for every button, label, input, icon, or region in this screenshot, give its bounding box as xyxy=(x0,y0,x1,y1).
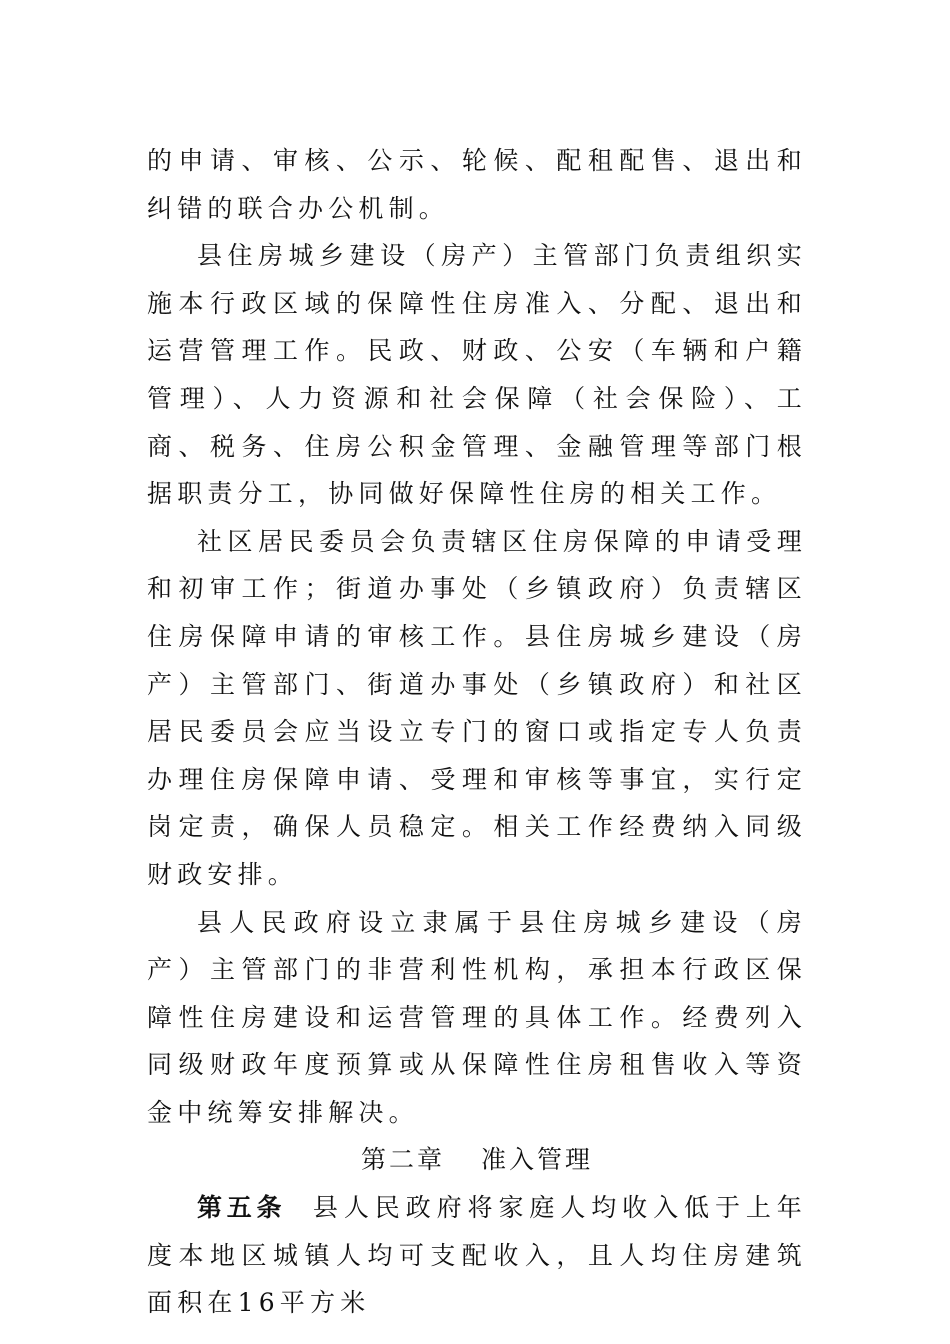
article-text: 县人民政府将家庭人均收入低于上年度本地区城镇人均可支配收入，且人均住房建筑面积在16平方米 xyxy=(147,1193,807,1318)
paragraph-community-committee: 社区居民委员会负责辖区住房保障的申请受理和初审工作；街道办事处（乡镇政府）负责辖区住房保障申请的审核工作。县住房城乡建设（房产）主管部门、街道办事处（乡镇政府）和社区居民委员会应当设立专门的窗口或指定专人负责办理住房保障申请、受理和审核等事宜，实行定岗定责，确保人员稳定。相关工作经费纳入同级财政安排。 xyxy=(147,526,807,889)
paragraph-housing-department: 县住房城乡建设（房产）主管部门负责组织实施本行政区域的保障性住房准入、分配、退出和运营管理工作。民政、财政、公安（车辆和户籍管理）、人力资源和社会保障（社会保险）、工商、税务、住房公积金管理、金融管理等部门根据职责分工，协同做好保障性住房的相关工作。 xyxy=(147,241,807,509)
article-label: 第五条 xyxy=(197,1193,287,1223)
chapter-number: 第二章 xyxy=(360,1145,445,1175)
chapter-title: 准入管理 xyxy=(481,1145,594,1175)
article-paragraph xyxy=(147,1184,807,1327)
document-body xyxy=(147,137,807,1327)
paragraph-nonprofit-agency: 县人民政府设立隶属于县住房城乡建设（房产）主管部门的非营利性机构，承担本行政区保障性住房建设和运营管理的具体工作。经费列入同级财政年度预算或从保障性住房租售收入等资金中统筹安排解决。 xyxy=(147,907,807,1127)
chapter-heading xyxy=(147,1136,807,1184)
paragraph-continuation: 的申请、审核、公示、轮候、配租配售、退出和纠错的联合办公机制。 xyxy=(147,146,807,223)
